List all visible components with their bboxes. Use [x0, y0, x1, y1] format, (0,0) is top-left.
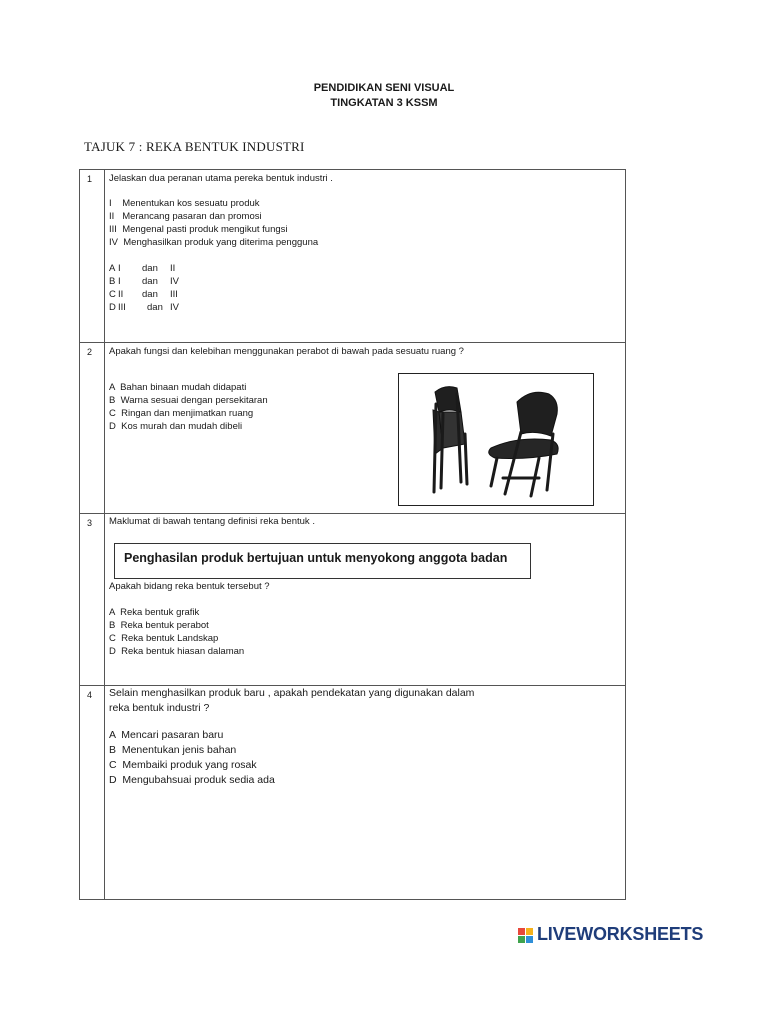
answer-option-a[interactable]: A Reka bentuk grafik	[109, 607, 200, 618]
statement-item: III Mengenal pasti produk mengikut fungsi	[109, 224, 288, 235]
question-number: 4	[80, 686, 105, 899]
question-number: 2	[80, 343, 105, 513]
question-row-1: 1 Jelaskan dua peranan utama pereka bentuk industri . I Menentukan kos sesuatu produk II Merancang pasaran dan promosi III Mengenal pasti produk mengikut fungsi IV Menghasilkan produk yang diterima pengguna A I dan II B I dan IV C II dan III D III dan IV	[80, 170, 625, 343]
answer-option-c[interactable]: C Ringan dan menjimatkan ruang	[109, 408, 254, 419]
statement-item: I Menentukan kos sesuatu produk	[109, 198, 260, 209]
question-number: 3	[80, 514, 105, 685]
question-stem: Jelaskan dua peranan utama pereka bentuk industri .	[109, 173, 333, 184]
page-subtitle: TINGKATAN 3 KSSM	[330, 97, 438, 109]
page-title: PENDIDIKAN SENI VISUAL	[313, 82, 455, 94]
answer-option-d[interactable]: D Mengubahsuai produk sedia ada	[109, 774, 275, 786]
answer-option-a[interactable]: A Mencari pasaran baru	[109, 729, 224, 741]
logo-text: LIVEWORKSHEETS	[537, 924, 704, 944]
answer-option-b[interactable]: B Menentukan jenis bahan	[109, 744, 237, 756]
answer-option-b[interactable]: B Warna sesuai dengan persekitaran	[109, 395, 268, 406]
question-row-3	[80, 514, 625, 686]
answer-option-d[interactable]: D Kos murah dan mudah dibeli	[109, 421, 243, 432]
question-number: 1	[80, 170, 105, 342]
topic-heading: TAJUK 7 : REKA BENTUK INDUSTRI	[84, 139, 305, 154]
answer-option-d[interactable]: D Reka bentuk hiasan dalaman	[109, 646, 245, 657]
folding-chairs-illustration	[399, 374, 593, 505]
question-stem: Selain menghasilkan produk baru , apakah pendekatan yang digunakan dalam	[109, 687, 475, 699]
answer-option-a[interactable]: A Bahan binaan mudah didapati	[109, 382, 247, 393]
sub-question: Apakah bidang reka bentuk tersebut ?	[109, 581, 270, 592]
definition-box	[114, 543, 531, 579]
question-row-4	[80, 686, 625, 899]
logo-mark-icon	[518, 928, 534, 944]
answer-option-b[interactable]: B Reka bentuk perabot	[109, 620, 209, 631]
question-row-2	[80, 343, 625, 514]
question-stem-continued: reka bentuk industri ?	[109, 702, 210, 714]
statement-item: IV Menghasilkan produk yang diterima pengguna	[109, 237, 319, 248]
answer-option-c[interactable]: C Reka bentuk Landskap	[109, 633, 219, 644]
statement-item: II Merancang pasaran dan promosi	[109, 211, 262, 222]
question-stem: Maklumat di bawah tentang definisi reka bentuk .	[109, 516, 315, 527]
question-table	[79, 169, 626, 900]
folding-chairs-image	[398, 373, 594, 506]
answer-option-c[interactable]: C Membaiki produk yang rosak	[109, 759, 257, 771]
question-stem: Apakah fungsi dan kelebihan menggunakan perabot di bawah pada sesuatu ruang ?	[109, 346, 464, 357]
definition-text: Penghasilan produk bertujuan untuk menyokong anggota badan	[124, 551, 508, 565]
